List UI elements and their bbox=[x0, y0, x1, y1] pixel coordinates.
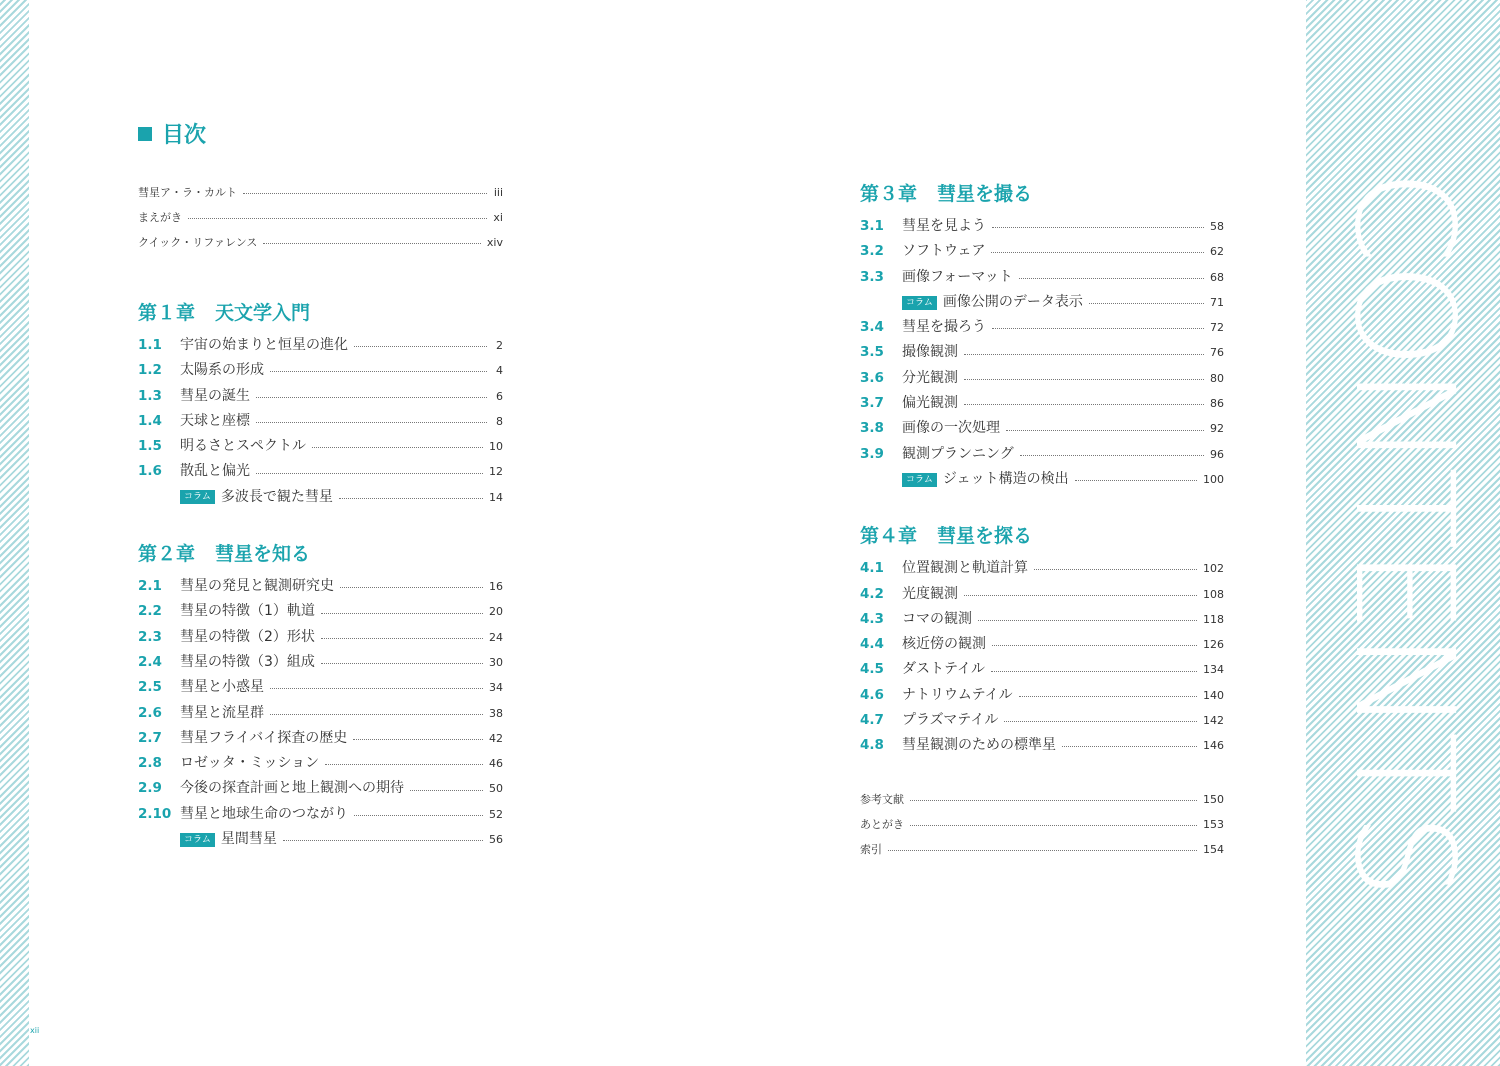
chapter-2 bbox=[138, 538, 503, 852]
section-page: 72 bbox=[1210, 321, 1224, 335]
chapter-title[interactable] bbox=[138, 538, 503, 570]
section-label: 彗星フライバイ探査の歴史 bbox=[180, 729, 348, 746]
chapter-name: 彗星を探る bbox=[937, 525, 1033, 548]
section-number: 2.2 bbox=[138, 603, 162, 620]
section-page: 118 bbox=[1203, 612, 1224, 626]
dot-leader bbox=[1019, 278, 1204, 279]
column-badge: コラム bbox=[180, 833, 215, 847]
section-label: 彗星と流星群 bbox=[180, 704, 264, 721]
section-label: 画像フォーマット bbox=[902, 268, 1013, 285]
section-entry[interactable] bbox=[860, 416, 1224, 441]
square-bullet-icon bbox=[138, 127, 152, 141]
section-label: 彗星の発見と観測研究史 bbox=[180, 578, 334, 595]
section-number: 4.8 bbox=[860, 737, 884, 754]
section-page: 102 bbox=[1203, 562, 1224, 576]
section-entry[interactable] bbox=[138, 384, 503, 409]
dot-leader bbox=[270, 688, 483, 689]
dot-leader bbox=[910, 800, 1197, 801]
dot-leader bbox=[340, 587, 483, 588]
section-label: 偏光観測 bbox=[902, 395, 958, 412]
section-page: 62 bbox=[1210, 245, 1224, 259]
column-entry[interactable] bbox=[138, 827, 503, 852]
chapter-number: 第４章 bbox=[860, 525, 918, 548]
dot-leader bbox=[325, 764, 483, 765]
front-matter-entry[interactable] bbox=[138, 180, 503, 205]
column-page: 56 bbox=[489, 833, 503, 847]
chapter-name: 天文学入門 bbox=[215, 302, 311, 324]
section-page: 52 bbox=[489, 807, 503, 821]
section-entry[interactable] bbox=[138, 358, 503, 383]
toc-heading bbox=[138, 118, 206, 149]
section-number: 1.5 bbox=[138, 438, 162, 455]
section-number: 3.5 bbox=[860, 344, 884, 361]
dot-leader bbox=[1020, 455, 1204, 456]
entry-label: クイック・リファレンス bbox=[138, 236, 258, 249]
section-number: 4.2 bbox=[860, 585, 884, 602]
section-number: 4.1 bbox=[860, 560, 884, 577]
section-label: 太陽系の形成 bbox=[180, 362, 264, 379]
section-number: 2.1 bbox=[138, 578, 162, 595]
section-number: 2.10 bbox=[138, 805, 172, 822]
dot-leader bbox=[283, 840, 483, 841]
section-label: 彗星の特徴（1）軌道 bbox=[180, 603, 315, 620]
chapter-number: 第２章 bbox=[138, 543, 196, 566]
section-page: 140 bbox=[1203, 688, 1224, 702]
chapter-number: 第３章 bbox=[860, 183, 918, 205]
section-page: 12 bbox=[489, 465, 503, 479]
dot-leader bbox=[354, 815, 483, 816]
section-label: 彗星の特徴（3）組成 bbox=[180, 653, 315, 670]
dot-leader bbox=[992, 645, 1197, 646]
section-entry[interactable] bbox=[138, 701, 503, 726]
section-entry[interactable] bbox=[138, 776, 503, 801]
section-number: 2.6 bbox=[138, 704, 162, 721]
section-label: 彗星の特徴（2）形状 bbox=[180, 628, 315, 645]
column-page: 100 bbox=[1203, 472, 1224, 486]
chapter-name: 彗星を知る bbox=[215, 543, 311, 566]
section-page: 86 bbox=[1210, 397, 1224, 411]
section-number: 4.5 bbox=[860, 661, 884, 678]
section-page: 30 bbox=[489, 655, 503, 669]
section-number: 3.9 bbox=[860, 445, 884, 462]
section-label: 彗星と小惑星 bbox=[180, 679, 264, 696]
dot-leader bbox=[188, 218, 487, 219]
chapter-number: 第１章 bbox=[138, 302, 196, 324]
section-entry[interactable] bbox=[860, 391, 1224, 416]
back-matter-entry[interactable] bbox=[860, 787, 1224, 812]
section-number: 1.4 bbox=[138, 412, 162, 429]
dot-leader bbox=[270, 371, 487, 372]
section-number: 1.1 bbox=[138, 337, 162, 353]
section-page: 10 bbox=[489, 440, 503, 454]
section-page: 2 bbox=[496, 339, 503, 352]
section-page: 46 bbox=[489, 757, 503, 771]
dot-leader bbox=[1062, 746, 1197, 747]
dot-leader bbox=[1019, 696, 1197, 697]
section-label: 彗星と地球生命のつながり bbox=[180, 805, 348, 822]
section-number: 2.8 bbox=[138, 755, 162, 772]
section-label: 画像の一次処理 bbox=[902, 420, 1000, 437]
section-entry[interactable] bbox=[860, 366, 1224, 391]
dot-leader bbox=[256, 473, 483, 474]
section-page: 34 bbox=[489, 681, 503, 695]
section-entry[interactable] bbox=[138, 726, 503, 751]
section-number: 3.7 bbox=[860, 395, 884, 412]
section-page: 8 bbox=[496, 414, 503, 428]
section-page: 58 bbox=[1210, 220, 1224, 233]
section-label: 核近傍の観測 bbox=[902, 636, 986, 653]
dot-leader bbox=[270, 714, 483, 715]
section-entry[interactable] bbox=[860, 214, 1224, 239]
back-matter-list bbox=[860, 787, 1224, 862]
entry-page: 150 bbox=[1203, 792, 1224, 806]
section-label: 彗星観測のための標準星 bbox=[902, 737, 1056, 754]
column-entry[interactable] bbox=[860, 290, 1224, 315]
section-entry[interactable] bbox=[860, 556, 1224, 581]
section-entry[interactable] bbox=[138, 409, 503, 434]
dot-leader bbox=[910, 825, 1197, 826]
section-page: 126 bbox=[1203, 638, 1224, 652]
dot-leader bbox=[991, 671, 1197, 672]
toc-right-column bbox=[860, 178, 1224, 862]
section-number: 3.3 bbox=[860, 268, 884, 285]
section-label: ダストテイル bbox=[902, 661, 986, 678]
column-badge: コラム bbox=[902, 473, 937, 487]
section-entry[interactable] bbox=[138, 650, 503, 675]
dot-leader bbox=[263, 243, 481, 244]
entry-label: 彗星ア・ラ・カルト bbox=[138, 186, 237, 199]
section-page: 24 bbox=[489, 630, 503, 644]
entry-page: 154 bbox=[1203, 842, 1224, 856]
section-label: 彗星を見よう bbox=[902, 218, 986, 234]
section-page: 108 bbox=[1203, 587, 1224, 601]
section-label: 天球と座標 bbox=[180, 412, 250, 429]
dot-leader bbox=[321, 613, 483, 614]
section-entry[interactable] bbox=[860, 315, 1224, 340]
dot-leader bbox=[964, 595, 1197, 596]
section-entry[interactable] bbox=[138, 333, 503, 358]
entry-page: xi bbox=[493, 211, 503, 224]
entry-label: まえがき bbox=[138, 211, 182, 224]
chapter-title[interactable] bbox=[138, 297, 503, 329]
dot-leader bbox=[339, 498, 483, 499]
column-badge: コラム bbox=[180, 490, 215, 504]
entry-label: 参考文献 bbox=[860, 792, 904, 806]
dot-leader bbox=[354, 346, 487, 347]
chapter-3 bbox=[860, 178, 1224, 492]
section-label: 位置観測と軌道計算 bbox=[902, 560, 1028, 577]
entry-label: あとがき bbox=[860, 817, 904, 831]
column-page: 71 bbox=[1210, 295, 1224, 309]
section-label: 彗星を撮ろう bbox=[902, 319, 986, 336]
column-badge: コラム bbox=[902, 296, 937, 310]
dot-leader bbox=[992, 328, 1204, 329]
column-label: 多波長で観た彗星 bbox=[220, 488, 333, 505]
section-page: 6 bbox=[496, 389, 503, 403]
section-number: 1.2 bbox=[138, 362, 162, 379]
section-number: 3.4 bbox=[860, 319, 884, 336]
dot-leader bbox=[978, 620, 1197, 621]
dot-leader bbox=[321, 663, 483, 664]
section-entry[interactable] bbox=[138, 675, 503, 700]
section-number: 2.4 bbox=[138, 653, 162, 670]
contents-vertical-word: CONTENTS bbox=[1324, 169, 1482, 897]
section-page: 92 bbox=[1210, 422, 1224, 436]
section-page: 142 bbox=[1203, 714, 1224, 728]
section-label: 観測プランニング bbox=[902, 445, 1014, 462]
section-entry[interactable] bbox=[138, 574, 503, 599]
section-number: 3.1 bbox=[860, 218, 884, 234]
section-entry[interactable] bbox=[860, 632, 1224, 657]
section-entry[interactable] bbox=[860, 607, 1224, 632]
section-entry[interactable] bbox=[138, 802, 503, 827]
dot-leader bbox=[964, 379, 1204, 380]
section-entry[interactable] bbox=[860, 442, 1224, 467]
entry-page: iii bbox=[493, 186, 503, 199]
section-number: 3.2 bbox=[860, 243, 884, 260]
section-page: 134 bbox=[1203, 663, 1224, 677]
section-page: 68 bbox=[1210, 270, 1224, 284]
column-page: 14 bbox=[489, 490, 503, 504]
left-stripe-band bbox=[0, 0, 29, 1066]
section-page: 76 bbox=[1210, 346, 1224, 360]
front-matter-list bbox=[138, 180, 503, 255]
toc-heading-text: 目次 bbox=[162, 123, 207, 148]
section-label: 宇宙の始まりと恒星の進化 bbox=[180, 337, 348, 353]
column-entry[interactable] bbox=[138, 485, 503, 510]
section-page: 38 bbox=[489, 706, 503, 720]
section-number: 4.4 bbox=[860, 636, 884, 653]
section-entry[interactable] bbox=[138, 625, 503, 650]
chapter-name: 彗星を撮る bbox=[937, 183, 1033, 205]
chapter-title[interactable] bbox=[860, 178, 1224, 210]
dot-leader bbox=[964, 404, 1204, 405]
dot-leader bbox=[243, 193, 487, 194]
front-matter-entry[interactable] bbox=[138, 230, 503, 255]
section-entry[interactable] bbox=[138, 751, 503, 776]
dot-leader bbox=[1075, 480, 1197, 481]
dot-leader bbox=[312, 447, 483, 448]
dot-leader bbox=[410, 790, 483, 791]
column-label: 星間彗星 bbox=[220, 831, 277, 848]
section-label: 撮像観測 bbox=[902, 344, 958, 361]
section-entry[interactable] bbox=[860, 657, 1224, 682]
dot-leader bbox=[1006, 430, 1204, 431]
section-number: 2.3 bbox=[138, 628, 162, 645]
right-stripe-band bbox=[1306, 0, 1500, 1066]
front-matter-entry[interactable] bbox=[138, 205, 503, 230]
section-label: ロゼッタ・ミッション bbox=[180, 755, 320, 772]
toc-left-column bbox=[138, 180, 503, 880]
dot-leader bbox=[353, 739, 483, 740]
section-page: 16 bbox=[489, 580, 503, 594]
entry-page: 153 bbox=[1203, 817, 1224, 831]
section-page: 50 bbox=[489, 782, 503, 796]
section-entry[interactable] bbox=[860, 582, 1224, 607]
section-number: 1.3 bbox=[138, 387, 162, 404]
entry-label: 索引 bbox=[860, 842, 882, 856]
section-label: 彗星の誕生 bbox=[180, 387, 250, 404]
section-label: 明るさとスペクトル bbox=[180, 438, 306, 455]
section-page: 4 bbox=[496, 364, 503, 378]
section-page: 96 bbox=[1210, 447, 1224, 461]
back-matter-entry[interactable] bbox=[860, 812, 1224, 837]
section-page: 80 bbox=[1210, 371, 1224, 385]
section-entry[interactable] bbox=[860, 340, 1224, 365]
dot-leader bbox=[256, 397, 487, 398]
column-label: 画像公開のデータ表示 bbox=[942, 293, 1083, 310]
section-entry[interactable] bbox=[138, 459, 503, 484]
page-folio: xii bbox=[30, 1026, 40, 1035]
section-label: ナトリウムテイル bbox=[902, 686, 1013, 703]
dot-leader bbox=[888, 850, 1197, 851]
section-number: 2.7 bbox=[138, 729, 162, 746]
section-number: 1.6 bbox=[138, 463, 162, 480]
section-label: コマの観測 bbox=[902, 610, 972, 627]
section-number: 2.5 bbox=[138, 679, 162, 696]
chapter-1 bbox=[138, 297, 503, 510]
section-number: 3.6 bbox=[860, 369, 884, 386]
section-page: 146 bbox=[1203, 739, 1224, 753]
section-label: ソフトウェア bbox=[902, 243, 986, 260]
section-entry[interactable] bbox=[138, 434, 503, 459]
chapter-4 bbox=[860, 520, 1224, 758]
section-label: 光度観測 bbox=[902, 585, 958, 602]
section-entry[interactable] bbox=[860, 708, 1224, 733]
section-number: 4.3 bbox=[860, 610, 884, 627]
dot-leader bbox=[1004, 721, 1197, 722]
back-matter-entry[interactable] bbox=[860, 837, 1224, 862]
column-entry[interactable] bbox=[860, 467, 1224, 492]
dot-leader bbox=[964, 354, 1204, 355]
section-label: 散乱と偏光 bbox=[180, 463, 250, 480]
section-entry[interactable] bbox=[138, 599, 503, 624]
section-entry[interactable] bbox=[860, 733, 1224, 758]
section-entry[interactable] bbox=[860, 683, 1224, 708]
section-page: 42 bbox=[489, 731, 503, 745]
section-page: 20 bbox=[489, 605, 503, 619]
section-label: プラズマテイル bbox=[902, 712, 999, 729]
section-entry[interactable] bbox=[860, 265, 1224, 290]
dot-leader bbox=[321, 638, 483, 639]
section-number: 4.6 bbox=[860, 686, 884, 703]
dot-leader bbox=[256, 422, 487, 423]
dot-leader bbox=[991, 252, 1204, 253]
section-entry[interactable] bbox=[860, 239, 1224, 264]
section-number: 3.8 bbox=[860, 420, 884, 437]
entry-page: xiv bbox=[486, 236, 503, 249]
column-label: ジェット構造の検出 bbox=[942, 470, 1069, 487]
dot-leader bbox=[1034, 569, 1197, 570]
section-number: 4.7 bbox=[860, 712, 884, 729]
dot-leader bbox=[1089, 303, 1204, 304]
chapter-title[interactable] bbox=[860, 520, 1224, 552]
section-number: 2.9 bbox=[138, 780, 162, 797]
dot-leader bbox=[992, 227, 1204, 228]
section-label: 分光観測 bbox=[902, 369, 958, 386]
section-label: 今後の探査計画と地上観測への期待 bbox=[180, 780, 404, 797]
